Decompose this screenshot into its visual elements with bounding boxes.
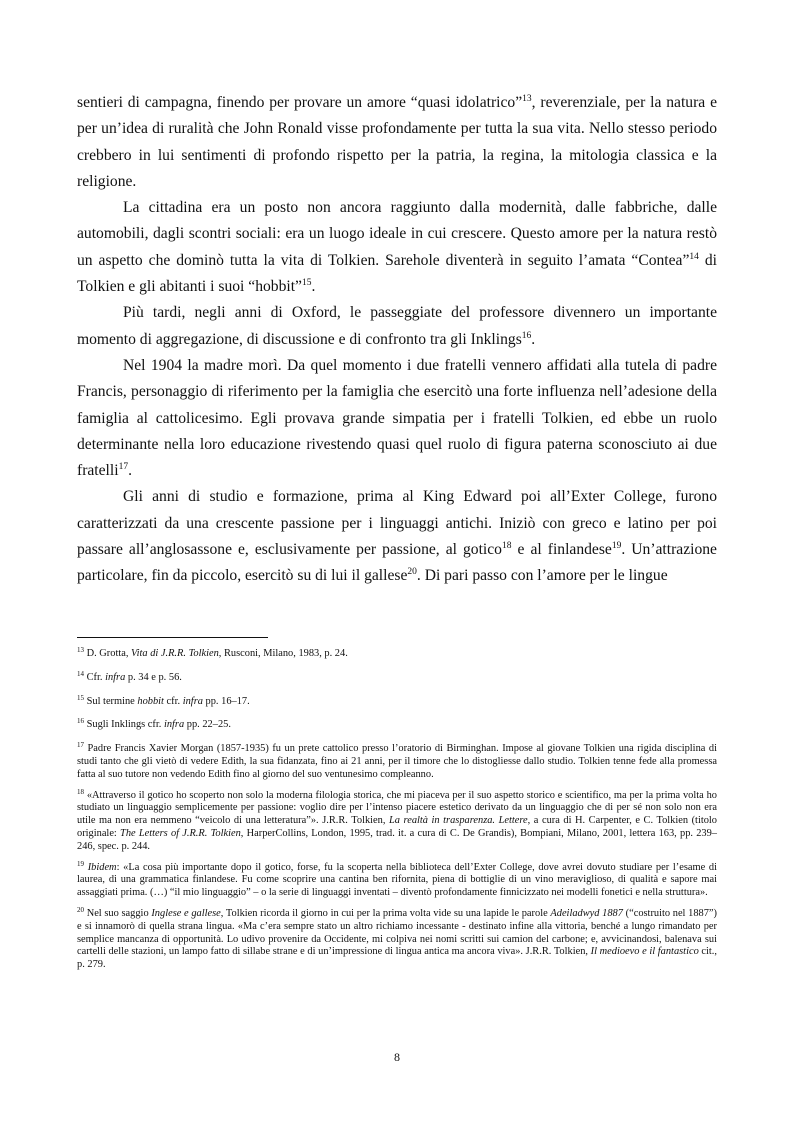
text-run: , Tolkien ricorda il giorno in cui per la prima volta vide su una lapide le parole [220,907,551,919]
footnote-ref: 13 [522,94,532,104]
footnote [77,905,718,972]
text-run: . [311,278,316,296]
italic-text: Vita di J.R.R. Tolkien [131,648,219,659]
text-run: La cittadina era un posto non ancora raggiunto dalla modernità, dalle fabbriche, dalle automobili, dagli scontri sociali: era un luogo ideale in cui crescere. Questo amore per la natura restò un aspetto che dominò tutta la vita di Tolkien. Sarehole diventerà in seguito l’amata “Contea” [77,199,717,269]
text-run: Nel 1904 la madre morì. Da quel momento i due fratelli vennero affidati alla tutela di padre Francis, personaggio di riferimento per la famiglia che esercitò una forte influenza nell’adesione della famiglia al cattolicesimo. Egli provava grande simpatia per i fratelli Tolkien, ed ebbe un ruolo determinante nella loro educazione rivestendo quasi quel ruolo di figura paterna sconosciuto ai due fratelli [77,356,717,480]
footnote-number: 16 [77,717,84,726]
footnote [77,693,717,709]
footnote-ref: 15 [301,278,312,289]
text-run: pp. 16–17. [202,695,250,707]
text-run: pp. 22–25. [184,719,231,731]
footnote-ref: 19 [611,541,622,552]
text-run: (“costruito nel 1887”) e si innamorò di quella strana lingua. «Ma c’era sempre stato un altro richiamo incessante - destinato infine alla vittoria, benché a lungo rimandato per semplice mancanza di opportunità. Lo udivo provenire da Occidente, mi colpiva nei nomi scritti sui camion del carbone; e, avvicinandosi, balenava sui cartelli delle stazioni, un lampo fatto di sillabe strane e di un’impressione di lingua antica ma ancora viva». J.R.R. Tolkien, [77,907,717,958]
text-run: Nel suo saggio [84,907,152,919]
footnote [77,743,717,781]
italic-text: The Letters of J.R.R. Tolkien [120,827,241,839]
italic-text: infra [163,719,185,731]
paragraph [77,90,717,195]
text-run: , HarperCollins, London, 1995, trad. it. a cura di C. De Grandis), Bompiani, Milano, 2001, lettera 163, pp. 239–246, spec. p. 244. [77,827,717,852]
italic-text: Ibidem [87,861,117,873]
italic-text: Il medioevo e il fantastico [590,946,699,958]
text-run: «Attraverso il gotico ho scoperto non solo la moderna filologia storica, che mi piaceva per il suo aspetto storico e scientifico, ma per la prima volta ho studiato un linguaggio semplicemente per passione: voglio dire per l’intenso piacere estetico derivato da un linguaggio che di per sé non solo non era utile ma non era nemmeno “veicolo di una letteratura”». J.R.R. Tolkien, [77,789,717,827]
text-run: , a cura di H. Carpenter, e C. Tolkien (titolo originale: [77,815,717,839]
italic-text: infra [105,671,126,683]
italic-text: Adeiladwyd 1887 [550,907,623,919]
footnote-number: 19 [77,859,84,868]
footnote-number: 13 [77,646,84,654]
paragraph [77,300,717,353]
page-number: 8 [394,1050,400,1064]
footnote-number: 15 [77,693,84,702]
footnote-number: 18 [77,787,84,796]
italic-text: La realtà in trasparenza. Lettere [389,815,528,827]
footnote [77,787,717,854]
footnote-ref: 18 [501,541,512,552]
footnote [77,648,717,661]
text-run: cfr. [163,695,183,707]
text-run: : «La cosa più importante dopo il gotico, forse, fu la scoperta nella biblioteca dell’Exter College, dove avrei dovuto studiare per l’esame di laurea, di una grammatica finlandese. Fu come scoprire una cantina ben rifornita, piena di bottiglie di un vino meraviglioso, di qualità e sapore mai assaggiati prima. (…) “il mio linguaggio” – o la serie di linguaggi inventati – diventò profondamente finnicizzato nei modelli fonetici e nella struttura». [77,861,717,899]
footnote-number: 14 [77,669,84,678]
footnote-number: 17 [77,741,84,750]
footnote-ref: 20 [407,567,417,578]
text-run: . [128,462,132,480]
text-run: cit., p. 279. [77,946,718,971]
paragraph [77,484,717,589]
italic-text: hobbit [137,695,164,707]
text-run: Sugli Inklings cfr. [84,719,164,731]
footnote-ref: 17 [118,462,129,473]
footnotes [77,648,717,980]
italic-text: infra [182,695,203,707]
text-run: Cfr. [84,671,106,683]
footnote-separator [77,637,268,638]
text-run: , reverenziale, per la natura e per un’idea di ruralità che John Ronald visse profondamente per tutta la sua vita. Nello stesso periodo crebbero in lui sentimenti di profondo rispetto per la patria, la regina, la mitologia classica e la religione. [77,94,717,190]
footnote-ref: 14 [689,251,699,262]
footnote-ref: 16 [521,330,532,341]
footnote [77,719,717,732]
text-run: Più tardi, negli anni di Oxford, le passeggiate del professore divennero un importante momento di aggregazione, di discussione e di confronto tra gli Inklings [77,304,717,348]
text-run: di Tolkien e gli abitanti i suoi “hobbit” [77,251,717,296]
text-run: Sul termine [84,695,138,707]
text-run: . Di pari passo con l’amore per le lingue [416,567,668,585]
text-run: D. Grotta, [84,648,132,659]
text-run: Gli anni di studio e formazione, prima al King Edward poi all’Exter College, furono caratterizzati da una crescente passione per i linguaggi antichi. Iniziò con greco e latino per poi passare all’anglosassone e, esclusivamente per passione, al gotico [77,488,717,559]
footnote [77,859,717,900]
text-run: . Un’attrazione particolare, fin da piccolo, esercitò su di lui il gallese [77,541,717,585]
paragraph [77,353,717,484]
text-run: sentieri di campagna, finendo per provare un amore “quasi idolatrico” [77,94,523,111]
text-run: e al finlandese [511,541,612,559]
text-run: , Rusconi, Milano, 1983, p. 24. [218,648,348,659]
text-run: . [531,330,536,348]
main-text [77,90,717,590]
italic-text: Inglese e gallese [151,907,221,919]
paragraph [77,195,717,300]
footnote [77,669,717,685]
text-run: p. 34 e p. 56. [125,671,182,683]
footnote-number: 20 [77,905,84,914]
text-run: Padre Francis Xavier Morgan (1857-1935) fu un prete cattolico presso l’oratorio di Birminghan. Impose al giovane Tolkien una rigida disciplina di studi tanto che gli vietò di vedere Edith, la sua fidanzata, fino ai 21 anni, per il timore che lo distogliesse dallo studio. Tolkien tenne fede alla promessa fatta al suo tutore non vedendo Edith fino al giorno del suo ventunesimo compleanno. [77,743,717,780]
